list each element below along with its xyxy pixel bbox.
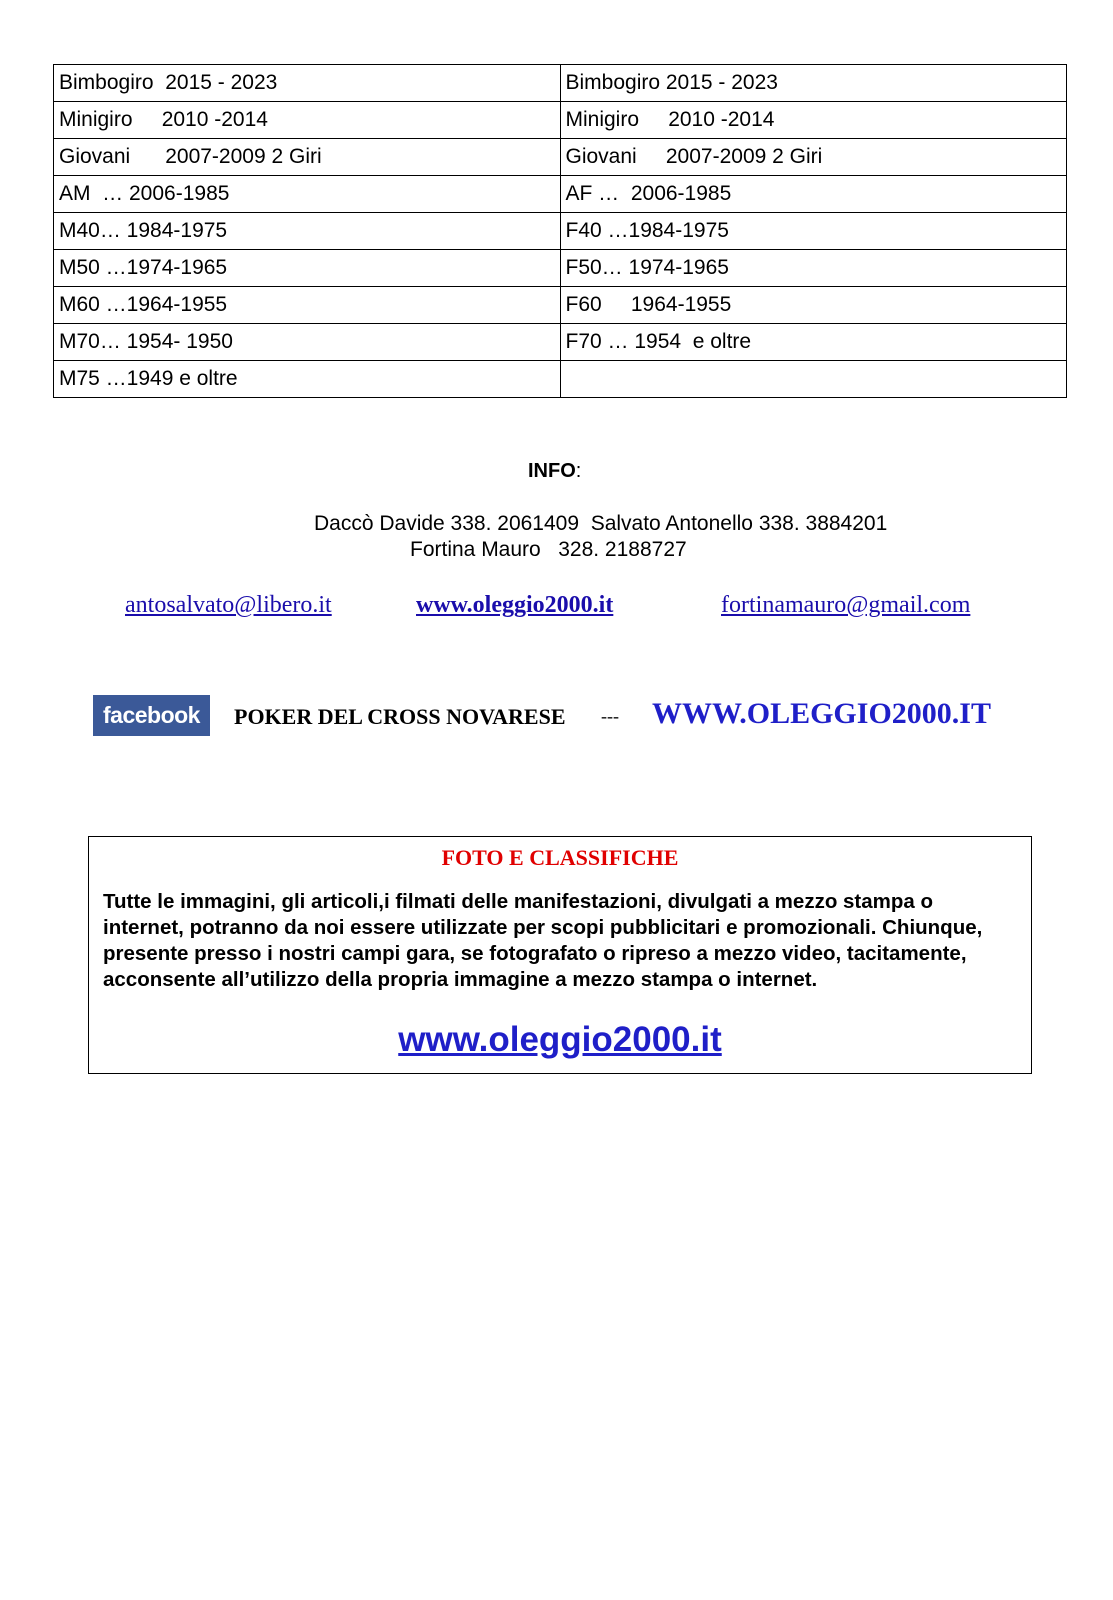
- table-cell: Minigiro 2010 -2014: [560, 102, 1067, 139]
- table-cell: Giovani 2007-2009 2 Giri: [54, 139, 561, 176]
- table-cell: M40… 1984-1975: [54, 213, 561, 250]
- table-cell: F40 …1984-1975: [560, 213, 1067, 250]
- notice-website-link[interactable]: www.oleggio2000.it: [398, 1020, 722, 1059]
- website-link[interactable]: www.oleggio2000.it: [416, 592, 614, 618]
- table-row: [54, 65, 1067, 102]
- facebook-page-title: POKER DEL CROSS NOVARESE: [234, 704, 566, 729]
- table-cell: Bimbogiro 2015 - 2023: [54, 65, 561, 102]
- table-row: [54, 213, 1067, 250]
- notice-title: FOTO E CLASSIFICHE: [441, 845, 679, 870]
- contact-line-1: Daccò Davide 338. 2061409 Salvato Antonello 338. 3884201: [314, 512, 888, 535]
- info-label: INFO: [528, 460, 576, 482]
- table-cell: M60 …1964-1955: [54, 287, 561, 324]
- info-heading: [528, 460, 581, 483]
- table-cell: M70… 1954- 1950: [54, 324, 561, 361]
- table-cell: AF … 2006-1985: [560, 176, 1067, 213]
- table-cell: AM … 2006-1985: [54, 176, 561, 213]
- table-row: [54, 324, 1067, 361]
- categories-table: [53, 64, 1067, 398]
- table-cell: [560, 361, 1067, 398]
- table-cell: M50 …1974-1965: [54, 250, 561, 287]
- table-cell: F60 1964-1955: [560, 287, 1067, 324]
- info-colon: :: [575, 460, 582, 482]
- table-cell: Giovani 2007-2009 2 Giri: [560, 139, 1067, 176]
- notice-text: Tutte le immagini, gli articoli,i filmati delle manifestazioni, divulgati a mezzo stampa o internet, potranno da noi essere utilizzate per scopi pubblicitari e promozionali. Chiunque, presente presso i nostri campi gara, se fotografato o ripreso a mezzo video, tacitamente, acconsente all’utilizzo della propria immagine a mezzo stampa o internet.: [103, 890, 983, 991]
- email-link-salvato[interactable]: antosalvato@libero.it: [125, 592, 332, 618]
- email-link-fortina[interactable]: fortinamauro@gmail.com: [721, 592, 971, 618]
- table-row: [54, 287, 1067, 324]
- table-row: [54, 250, 1067, 287]
- table-row: [54, 176, 1067, 213]
- separator-text: ---: [601, 706, 619, 726]
- table-cell: Bimbogiro 2015 - 2023: [560, 65, 1067, 102]
- table-cell: F70 … 1954 e oltre: [560, 324, 1067, 361]
- table-row: [54, 361, 1067, 398]
- photo-notice-box: [88, 836, 1032, 1074]
- table-cell: F50… 1974-1965: [560, 250, 1067, 287]
- table-cell: Minigiro 2010 -2014: [54, 102, 561, 139]
- website-heading: WWW.OLEGGIO2000.IT: [652, 697, 991, 730]
- table-cell: M75 …1949 e oltre: [54, 361, 561, 398]
- table-row: [54, 102, 1067, 139]
- contact-line-2: Fortina Mauro 328. 2188727: [410, 538, 687, 561]
- facebook-logo-icon[interactable]: facebook: [93, 695, 210, 736]
- table-row: [54, 139, 1067, 176]
- notice-link-wrapper: [89, 1020, 1031, 1060]
